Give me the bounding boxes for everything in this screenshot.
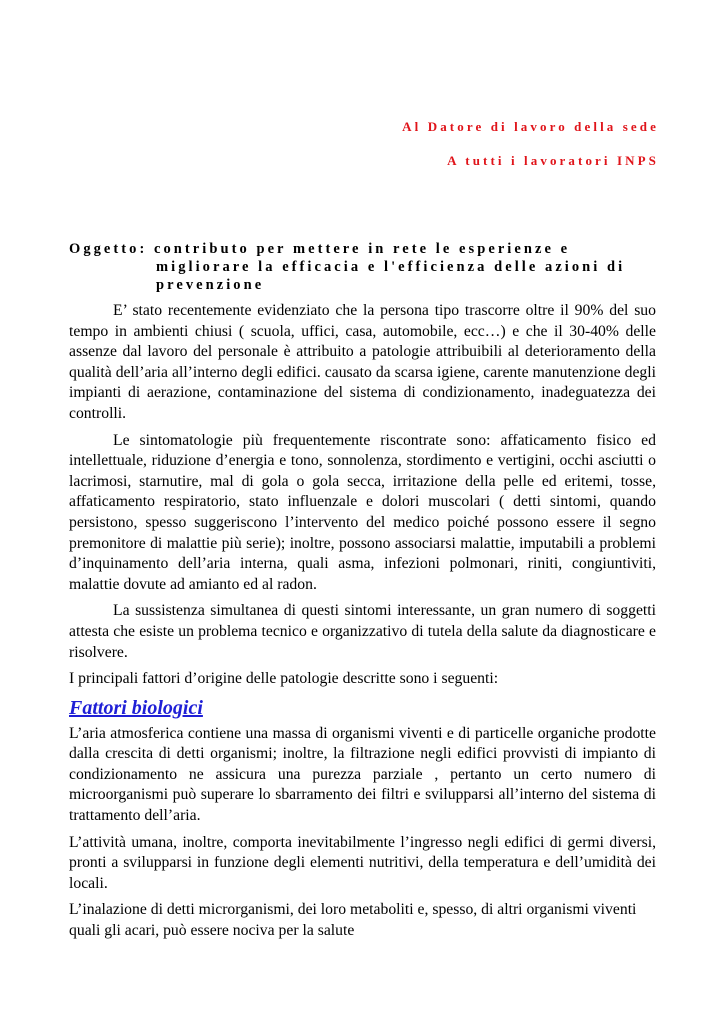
paragraph-inhalation: L’inalazione di detti microrganismi, dei loro metaboliti e, spesso, di altri organismi viventi quali gli acari, può essere nociva per la salute xyxy=(69,901,637,940)
subject-block xyxy=(69,240,669,294)
paragraph-main-factors: I principali fattori d’origine delle patologie descritte sono i seguenti: xyxy=(69,670,499,688)
subject-line-1: Oggetto: contributo per mettere in rete le esperienze e xyxy=(69,241,571,257)
section-heading-biological-factors: Fattori biologici xyxy=(69,696,203,719)
addressee-employer: Al Datore di lavoro della sede xyxy=(402,119,659,134)
subject-line-2: migliorare la efficacia e l'efficienza delle azioni di xyxy=(156,259,626,275)
paragraph-human-activity: L’attività umana, inoltre, comporta inevitabilmente l’ingresso negli edifici di germi diversi, pronti a svilupparsi in funzione degli elementi nutritivi, della temperatura e dell’umidità dei locali. xyxy=(69,833,656,892)
paragraph-technical-problem: La sussistenza simultanea di questi sintomi interessante, un gran numero di soggetti attesta che esiste un problema tecnico e organizzativo di tutela della salute da diagnosticare e risolvere. xyxy=(69,602,656,661)
paragraph-indoor-air: E’ stato recentemente evidenziato che la persona tipo trascorre oltre il 90% del suo tempo in ambienti chiusi ( scuola, uffici, casa, automobile, ecc…) e che il 30-40% delle assenze dal lavoro del personale è attribuito a patologie attribuibili al deterioramento della qualità dell’aria all’interno degli edifici. causato da scarsa igiene, carente manutenzione degli impianti di aerazione, contaminazione del sistema di condizionamento, inadeguatezza dei controlli. xyxy=(69,302,656,422)
paragraph-symptoms: Le sintomatologie più frequentemente riscontrate sono: affaticamento fisico ed intellettuale, riduzione d’energia e tono, sonnolenza, stordimento e vertigini, occhi asciutti o lacrimosi, starnutire, mal di gola o gola secca, irritazione della pelle ed eritemi, tosse, affaticamento respiratorio, stato influenzale e dolori muscolari ( detti sintomi, quando persistono, spesso suggeriscono l’intervento del medico poiché possono essere il segno premonitore di malattie più serie); inoltre, possono associarsi malattie, imputabili a problemi d’inquinamento dell’aria interna, quali asma, infezioni polmonari, riniti, congiuntiviti, malattie dovute ad amianto ed al radon. xyxy=(69,431,656,593)
document-body xyxy=(69,301,656,948)
paragraph-atmospheric-air: L’aria atmosferica contiene una massa di organismi viventi e di particelle organiche prodotte dalla crescita di detti organismi; inoltre, la filtrazione negli edifici provvisti di impianto di condizionamento ne assicura una purezza parziale , pertanto un certo numero di microorganismi può superare lo sbarramento dei filtri e svilupparsi all’interno del sistema di trattamento dell’aria. xyxy=(69,724,656,825)
addressee-workers: A tutti i lavoratori INPS xyxy=(447,153,659,168)
subject-line-3: prevenzione xyxy=(156,277,265,293)
